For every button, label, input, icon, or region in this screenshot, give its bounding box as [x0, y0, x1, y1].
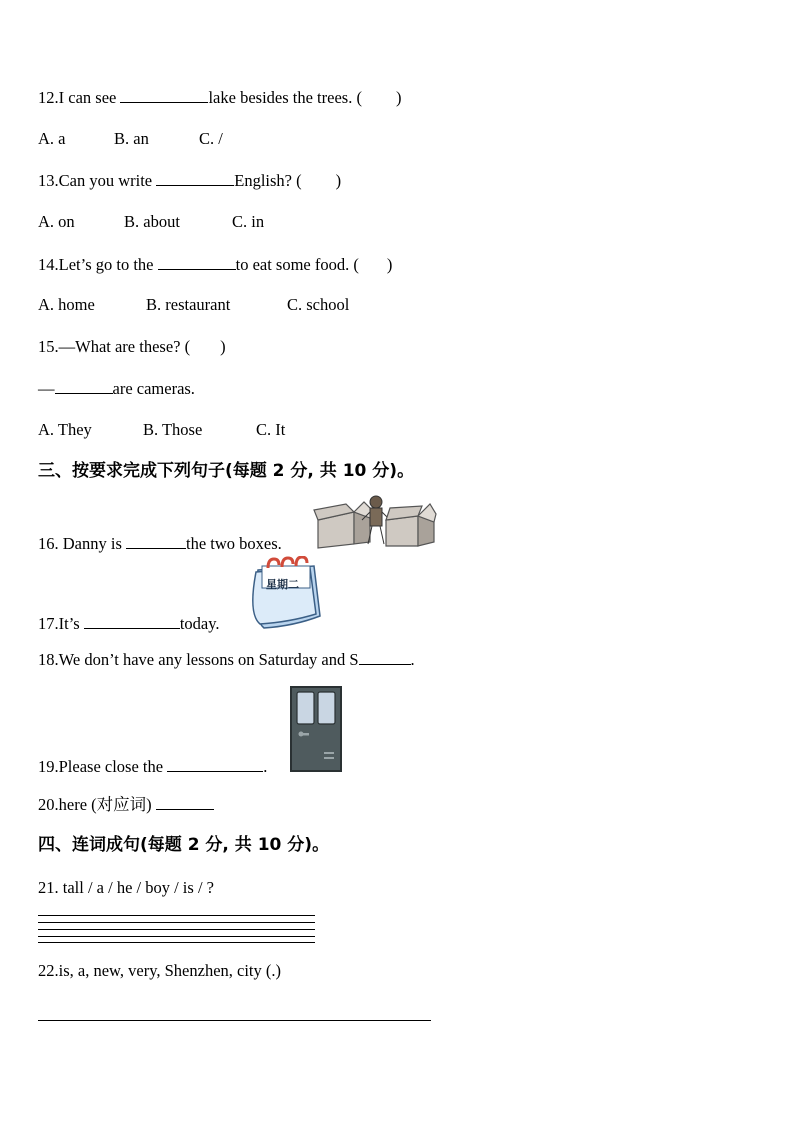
q13-option-c[interactable]: C. in [232, 212, 265, 231]
calendar-weekday-label: 星期二 [266, 578, 299, 591]
q21-writing-line-1[interactable] [38, 915, 315, 916]
question-18 [38, 649, 415, 670]
q13-text-after: English? ( [234, 171, 302, 190]
q15-dash: — [38, 379, 55, 398]
calendar-icon [244, 556, 326, 632]
left-box [314, 502, 372, 548]
question-12-options [38, 129, 223, 149]
q21-writing-line-3[interactable] [38, 929, 315, 930]
q13-text-before: 13.Can you write [38, 171, 157, 190]
q12-option-a[interactable]: A. a [38, 129, 66, 148]
q12-option-c[interactable]: C. / [199, 129, 223, 148]
question-22: 22.is, a, new, very, Shenzhen, city (.) [38, 961, 281, 980]
question-13-stem [38, 170, 341, 191]
question-15-options [38, 420, 285, 440]
q22-writing-line[interactable] [38, 1020, 431, 1021]
q12-paren-close: ) [395, 88, 402, 107]
q15-text-after: are cameras. [112, 379, 195, 398]
q17-text-after: today. [179, 614, 220, 633]
q21-writing-line-4[interactable] [38, 936, 315, 937]
question-15-stem [38, 337, 226, 357]
right-box [386, 504, 436, 546]
question-14-options [38, 295, 349, 315]
q21-writing-line-5[interactable] [38, 942, 315, 943]
q14-text-after: to eat some food. ( [235, 255, 359, 274]
q15-text: 15.—What are these? ( [38, 337, 191, 356]
boy-between-boxes-illustration [312, 490, 438, 552]
q13-option-a[interactable]: A. on [38, 212, 75, 231]
q18-text-after: . [410, 650, 415, 669]
question-20 [38, 794, 214, 815]
question-17 [38, 613, 220, 634]
q14-option-c[interactable]: C. school [287, 295, 350, 314]
q16-answer-blank[interactable] [126, 533, 186, 549]
q20-answer-blank[interactable] [156, 794, 214, 810]
q14-option-a[interactable]: A. home [38, 295, 95, 314]
section-4-heading: 四、连词成句(每题 2 分, 共 10 分)。 [38, 835, 330, 855]
q15-option-c[interactable]: C. It [256, 420, 286, 439]
q12-answer-blank[interactable] [120, 87, 208, 103]
q14-answer-blank[interactable] [158, 254, 236, 270]
q18-answer-blank[interactable] [359, 649, 411, 665]
q17-answer-blank[interactable] [84, 613, 180, 629]
q19-answer-blank[interactable] [167, 756, 263, 772]
q14-paren-close: ) [386, 255, 393, 274]
q14-text-before: 14.Let’s go to the [38, 255, 158, 274]
q16-text-after: the two boxes. [186, 534, 282, 553]
question-12-stem [38, 87, 401, 108]
q16-text-before: 16. Danny is [38, 534, 126, 553]
q15-option-a[interactable]: A. They [38, 420, 92, 439]
q12-text-after: lake besides the trees. ( [208, 88, 362, 107]
q15-option-b[interactable]: B. Those [143, 420, 203, 439]
question-19 [38, 756, 267, 777]
q12-text-before: 12.I can see [38, 88, 121, 107]
question-16 [38, 533, 282, 554]
q19-text-after: . [263, 757, 268, 776]
question-15-answer-line [38, 378, 195, 399]
door-icon [290, 686, 342, 772]
q17-text-before: 17.It’s [38, 614, 84, 633]
q15-paren-close: ) [220, 337, 226, 356]
question-21: 21. tall / a / he / boy / is / ? [38, 878, 214, 897]
q20-text: 20.here (对应词) [38, 795, 156, 814]
section-3-heading: 三、按要求完成下列句子(每题 2 分, 共 10 分)。 [38, 461, 415, 481]
q13-paren-close: ) [335, 171, 342, 190]
question-13-options [38, 212, 264, 232]
q13-option-b[interactable]: B. about [124, 212, 180, 231]
q15-answer-blank[interactable] [55, 378, 113, 394]
q13-answer-blank[interactable] [156, 170, 234, 186]
q14-option-b[interactable]: B. restaurant [146, 295, 231, 314]
q18-text-before: 18.We don’t have any lessons on Saturday and S [38, 650, 359, 669]
question-14-stem [38, 254, 392, 275]
q21-writing-line-2[interactable] [38, 922, 315, 923]
q12-option-b[interactable]: B. an [114, 129, 149, 148]
q19-text-before: 19.Please close the [38, 757, 168, 776]
